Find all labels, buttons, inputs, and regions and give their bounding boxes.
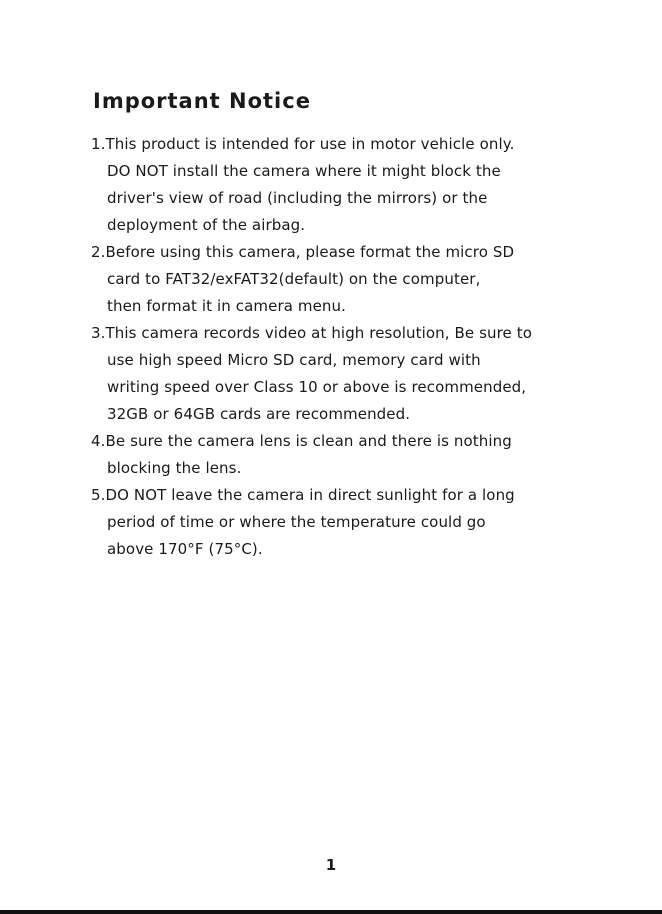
- notice-1-line-4: deployment of the airbag.: [107, 216, 306, 234]
- notice-4-line-1: 4.Be sure the camera lens is clean and there is nothing: [91, 432, 512, 450]
- bottom-divider: [0, 910, 662, 914]
- notice-1-line-3: driver's view of road (including the mirrors) or the: [107, 189, 488, 207]
- notice-list: [91, 131, 532, 563]
- notice-1-line-2: DO NOT install the camera where it might block the: [107, 162, 501, 180]
- notice-2-line-2: card to FAT32/exFAT32(default) on the computer,: [107, 270, 481, 288]
- notice-3-line-3: writing speed over Class 10 or above is recommended,: [107, 378, 527, 396]
- notice-1-line-1: 1.This product is intended for use in motor vehicle only.: [91, 135, 515, 153]
- notice-3-line-2: use high speed Micro SD card, memory card with: [107, 351, 481, 369]
- page-title: Important Notice: [93, 89, 311, 113]
- notice-2-line-1: 2.Before using this camera, please format the micro SD: [91, 243, 515, 261]
- notice-2-line-3: then format it in camera menu.: [107, 297, 346, 315]
- notice-3-line-4: 32GB or 64GB cards are recommended.: [107, 405, 411, 423]
- notice-5-line-2: period of time or where the temperature could go: [107, 513, 486, 531]
- notice-3-line-1: 3.This camera records video at high resolution, Be sure to: [91, 324, 532, 342]
- notice-4-line-2: blocking the lens.: [107, 459, 242, 477]
- notice-5-line-3: above 170°F (75°C).: [107, 540, 263, 558]
- page-number: 1: [325, 856, 337, 874]
- notice-5-line-1: 5.DO NOT leave the camera in direct sunlight for a long: [91, 486, 515, 504]
